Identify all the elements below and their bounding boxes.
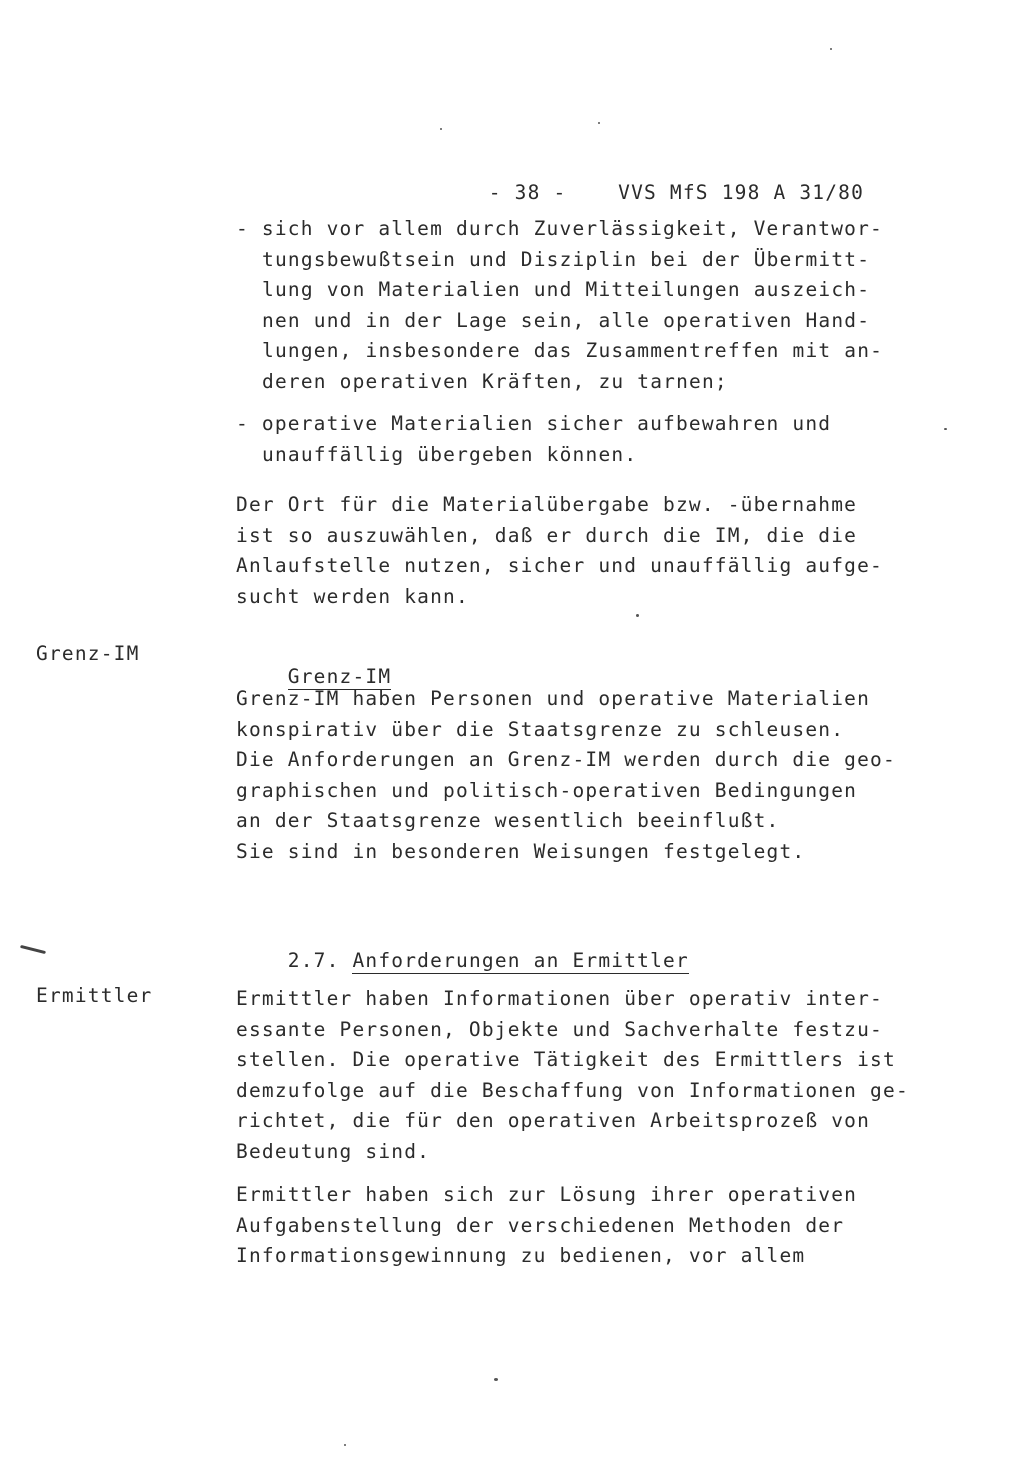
paragraph-line: Ermittler haben sich zur Lösung ihrer operativen [236,1183,858,1206]
scan-speck [598,122,600,124]
bullet-line: tungsbewußtsein und Disziplin bei der Übermitt- [262,247,871,271]
paragraph-grenz-im [236,684,896,867]
paragraph-line: Grenz-IM haben Personen und operative Materialien [236,687,871,710]
paragraph-ermittler-1 [236,984,909,1167]
margin-label-grenz-im: Grenz-IM [36,642,140,665]
paragraph-line: Ermittler haben Informationen über operativ inter- [236,987,883,1010]
section-number: 2.7. [287,949,340,972]
margin-label-ermittler: Ermittler [36,984,153,1007]
page-number: - 38 - [488,181,567,204]
paragraph-line: ist so auszuwählen, daß er durch die IM, die die [236,523,858,547]
paragraph-line: Sie sind in besonderen Weisungen festgelegt. [236,839,806,863]
paragraph-line: Der Ort für die Materialübergabe bzw. -übernahme [236,493,858,516]
bullet-list [236,214,884,470]
paragraph-materialuebergabe [236,490,883,612]
bullet-line: - sich vor allem durch Zuverlässigkeit, Verantwor- [236,217,883,240]
bullet-line: nen und in der Lage sein, alle operativen Hand- [262,308,871,332]
scan-speck [494,1378,498,1381]
paragraph-line: Aufgabenstellung der verschiedenen Methoden der [236,1213,845,1237]
scan-speck [636,614,639,617]
paragraph-line: Anlaufstelle nutzen, sicher und unauffällig aufge- [236,554,883,577]
bullet-line: - operative Materialien sicher aufbewahren und [236,412,832,435]
scan-speck [440,128,442,130]
section-title: Anforderungen an Ermittler [352,949,689,972]
bullet-item-2 [236,409,876,470]
scan-mark [20,945,46,954]
paragraph-line: essante Personen, Objekte und Sachverhalte festzu- [236,1017,883,1041]
paragraph-line: Informationsgewinnung zu bedienen, vor allem [236,1244,806,1267]
paragraph-line: sucht werden kann. [236,584,469,608]
paragraph-ermittler-2 [236,1180,876,1272]
scan-speck [344,1444,346,1446]
paragraph-line: Die Anforderungen an Grenz-IM werden durch die geo- [236,748,896,771]
bullet-line: unauffällig übergeben können. [262,442,638,466]
paragraph-line: konspirativ über die Staatsgrenze zu schleusen. [236,717,845,741]
paragraph-line: demzufolge auf die Beschaffung von Informationen ge- [236,1078,909,1102]
scan-speck [830,48,832,50]
grenz-im-heading-text: Grenz-IM [287,665,392,688]
paragraph-line: richtet, die für den operativen Arbeitsprozeß von [236,1109,871,1132]
paragraph-line: stellen. Die operative Tätigkeit des Ermittlers ist [236,1048,896,1071]
document-reference: VVS MfS 198 A 31/80 [618,181,865,204]
scan-speck [944,428,947,430]
bullet-line: lung von Materialien und Mitteilungen auszeich- [262,278,871,301]
bullet-line: lungen, insbesondere das Zusammentreffen mit an- [262,339,884,362]
paragraph-line: Bedeutung sind. [236,1139,431,1163]
paragraph-line: an der Staatsgrenze wesentlich beeinflußt. [236,809,780,832]
bullet-line: deren operativen Kräften, zu tarnen; [262,369,728,393]
paragraph-line: graphischen und politisch-operativen Bedingungen [236,778,858,802]
bullet-item-1 [236,214,884,397]
